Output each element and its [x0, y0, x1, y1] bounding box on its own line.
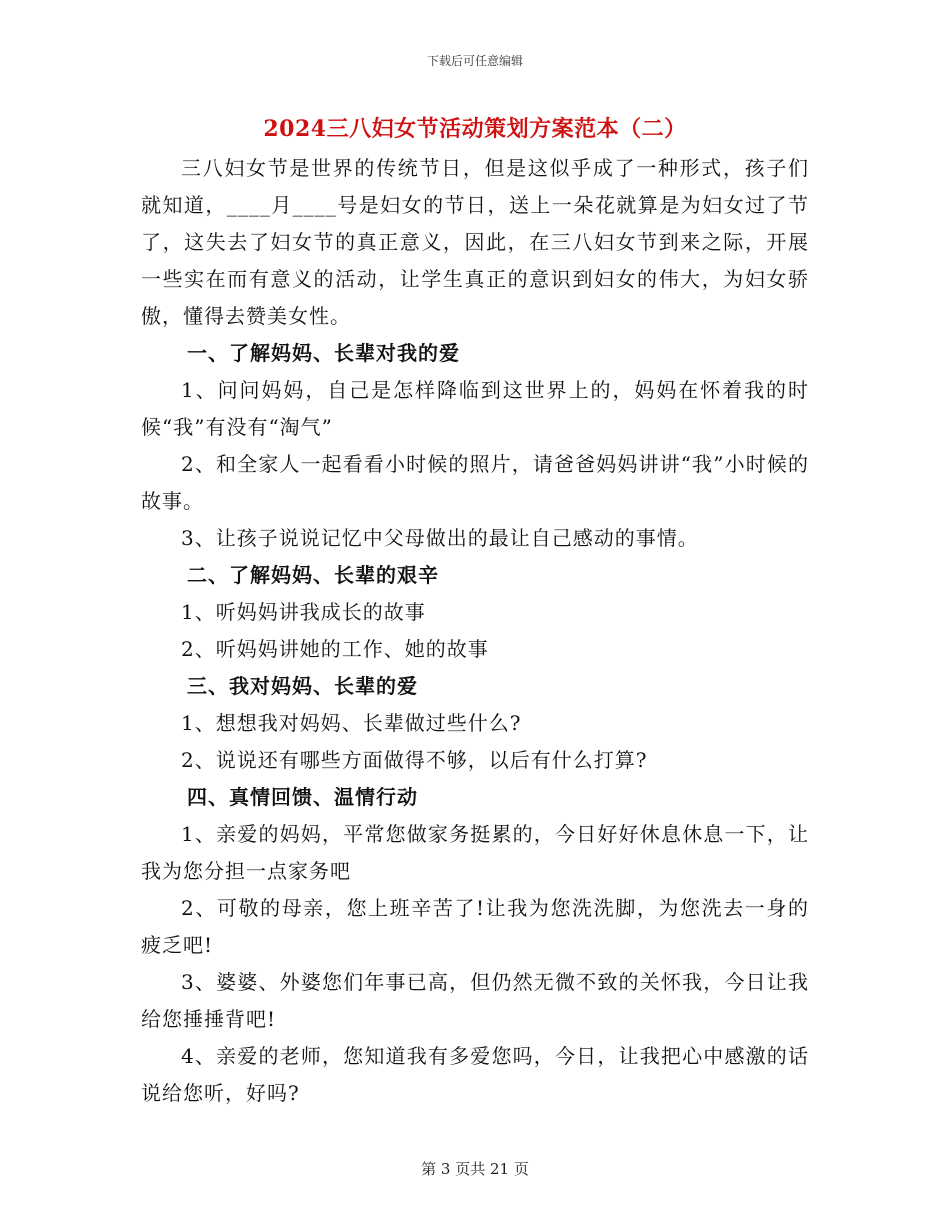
document-body	[141, 150, 809, 1112]
section-heading-2: 二、了解妈妈、长辈的艰辛	[187, 563, 439, 587]
header-note: 下载后可任意编辑	[426, 54, 523, 68]
document-title: 2024三八妇女节活动策划方案范本（二）	[263, 116, 687, 142]
section-3-item-2: 2、说说还有哪些方面做得不够，以后有什么打算?	[181, 748, 648, 772]
section-heading-1: 一、了解妈妈、长辈对我的爱	[187, 341, 460, 365]
section-heading-4: 四、真情回馈、温情行动	[187, 785, 418, 809]
section-3-item-1: 1、想想我对妈妈、长辈做过些什么?	[181, 711, 522, 735]
section-2-item-2: 2、听妈妈讲她的工作、她的故事	[181, 637, 489, 661]
section-1-item-3: 3、让孩子说说记忆中父母做出的最让自己感动的事情。	[181, 526, 699, 550]
section-heading-3: 三、我对妈妈、长辈的爱	[187, 674, 418, 698]
section-4-item-2: 2、可敬的母亲，您上班辛苦了!让我为您洗洗脚，为您洗去一身的疲乏吧!	[141, 896, 809, 957]
section-4-item-4: 4、亲爱的老师，您知道我有多爱您吗，今日，让我把心中感激的话说给您听，好吗?	[141, 1044, 809, 1105]
section-1-item-1: 1、问问妈妈，自己是怎样降临到这世界上的，妈妈在怀着我的时候“我”有没有“淘气”	[141, 378, 809, 439]
section-1-item-2: 2、和全家人一起看看小时候的照片，请爸爸妈妈讲讲“我”小时候的故事。	[141, 452, 809, 513]
intro-paragraph: 三八妇女节是世界的传统节日，但是这似乎成了一种形式，孩子们就知道，____月____号是妇女的节日，送上一朵花就算是为妇女过了节了，这失去了妇女节的真正意义，因此，在三八妇女节到来之际，开展一些实在而有意义的活动，让学生真正的意识到妇女的伟大，为妇女骄傲，懂得去赞美女性。	[141, 156, 809, 328]
section-2-item-1: 1、听妈妈讲我成长的故事	[181, 600, 426, 624]
section-4-item-3: 3、婆婆、外婆您们年事已高，但仍然无微不致的关怀我，今日让我给您捶捶背吧!	[141, 970, 809, 1031]
section-4-item-1: 1、亲爱的妈妈，平常您做家务挺累的，今日好好休息休息一下，让我为您分担一点家务吧	[141, 822, 809, 883]
page-footer: 第 3 页共 21 页	[421, 1160, 529, 1178]
